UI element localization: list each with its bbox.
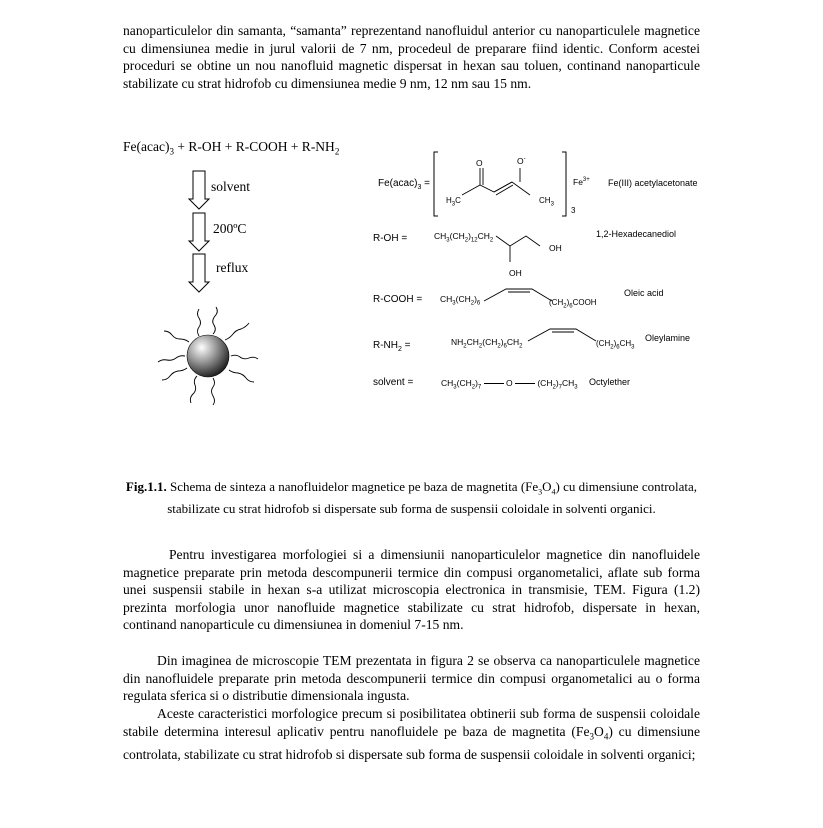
paragraph-top: nanoparticulelor din samanta, “samanta” reprezentand nanofluidul anterior cu nanoparticulele magnetice cu dimensiunea medie in jurul valorii de 7 nm, procedeul de preparare fiind identic. Conform acestei proceduri se obtine un nou nanofluid magnetic dispersat in hexan sau toluen, continand nanoparticule stabilizate cu strat hidrofob cu dimensiunea medie 9 nm, 12 nm sau 15 nm. — [123, 23, 700, 91]
paragraph-3: Din imaginea de microscopie TEM prezentata in figura 2 se observa ca nanoparticulele magnetice din nanofluidele preparate prin metoda descompunerii termice din compusi organometalici au o forma regulata sferica si o distributie dimensionala ingusta. — [123, 653, 700, 704]
roh-oh-1: OH — [549, 243, 562, 253]
rnh2-right: $(CH_2)_6CH_3$ — [596, 339, 635, 351]
paragraph-2: Pentru investigarea morfologiei si a dimensiunii nanoparticulelor magnetice din nanofluidele magnetice preparate prin metoda descompunerii termice din compusi organometalici, aflate sub forma unei suspensii stabile in hexan s-a utilizat microscopia electronica in transmisie, TEM. Figura (1.2) prezinta morfologia unor nanofluide magnetice stabilizate cu strat hidrofob, dispersate in hexan, continand nanoparticule cu dimensiunea in domeniul 7-15 nm. — [123, 547, 700, 633]
step-temperature: 200ºC — [213, 221, 247, 236]
arrow-down-2 — [189, 213, 209, 253]
reaction-equation: $Fe(acac)_3 + R-OH$ + R-COOH + $R-NH_2$ — [123, 139, 340, 157]
rcooh-label: R-COOH = — [373, 294, 423, 305]
roh-chain: $CH_3(CH_2)_{12}CH_2$ — [434, 231, 494, 244]
roh-name: 1,2-Hexadecanediol — [596, 229, 677, 239]
step-solvent: solvent — [211, 179, 250, 194]
rnh2-name: Oleylamine — [645, 333, 691, 343]
rcooh-skeleton — [484, 285, 554, 309]
acac-oxygen-2: O- — [517, 156, 526, 166]
rnh2-skeleton — [528, 325, 598, 349]
solvent-label: solvent = — [373, 377, 414, 388]
solvent-formula: $CH_3(CH_2)_7$ O $(CH_2)_7CH_3$ — [441, 378, 578, 391]
caption-label: Fig.1.1. — [125, 479, 167, 494]
acac-ch3: $CH_3$ — [539, 196, 554, 208]
arrow-down-3 — [189, 254, 209, 294]
rcooh-left: $CH_3(CH_2)_6$ — [440, 294, 481, 307]
roh-skeleton — [496, 232, 556, 272]
fe-acac-label: $Fe(acac)_3$ = — [378, 178, 430, 191]
arrow-down-1 — [189, 171, 209, 211]
fe-acac-subscript: 3 — [571, 206, 576, 215]
roh-label: R-OH = — [373, 233, 408, 244]
caption-text: Schema de sinteza a nanofluidelor magnetice pe baza de magnetita $(Fe_3O_4)$ cu dimensiune controlata, stabilizate cu strat hidrofob si dispersate sub forma de suspensii coloidale in solventi organici. — [166, 479, 698, 516]
nanoparticle-illustration — [143, 296, 273, 416]
fe-acac-structure — [432, 150, 572, 220]
fe-acac-name: Fe(III) acetylacetonate — [608, 178, 698, 188]
rcooh-right: $(CH_2)_6COOH$ — [549, 298, 597, 310]
solvent-name: Octylether — [589, 377, 631, 387]
roh-oh-2: OH — [509, 268, 522, 278]
step-reflux: reflux — [216, 260, 249, 275]
acac-oxygen-1: O — [476, 158, 483, 168]
acac-h3c: $H_3C$ — [446, 196, 461, 208]
rcooh-name: Oleic acid — [624, 288, 664, 298]
rnh2-label: $R-NH_2$ = — [373, 340, 411, 353]
rnh2-left: $NH_2CH_2(CH_2)_6CH_2$ — [451, 337, 523, 350]
paragraph-4: Aceste caracteristici morfologice precum si posibilitatea obtinerii sub forma de suspensii coloidale stabile determina interesul aplicativ pentru nanofluidele pe baza de magnetita $(Fe_3O_4)$ cu dimensiune controlata, stabilizate cu strat hidrofob si dispersate sub forma de suspensii coloidale in solventi organici; — [123, 706, 700, 762]
figure-caption — [123, 479, 700, 517]
fe-charge: $Fe^{3+}$ — [573, 177, 590, 187]
